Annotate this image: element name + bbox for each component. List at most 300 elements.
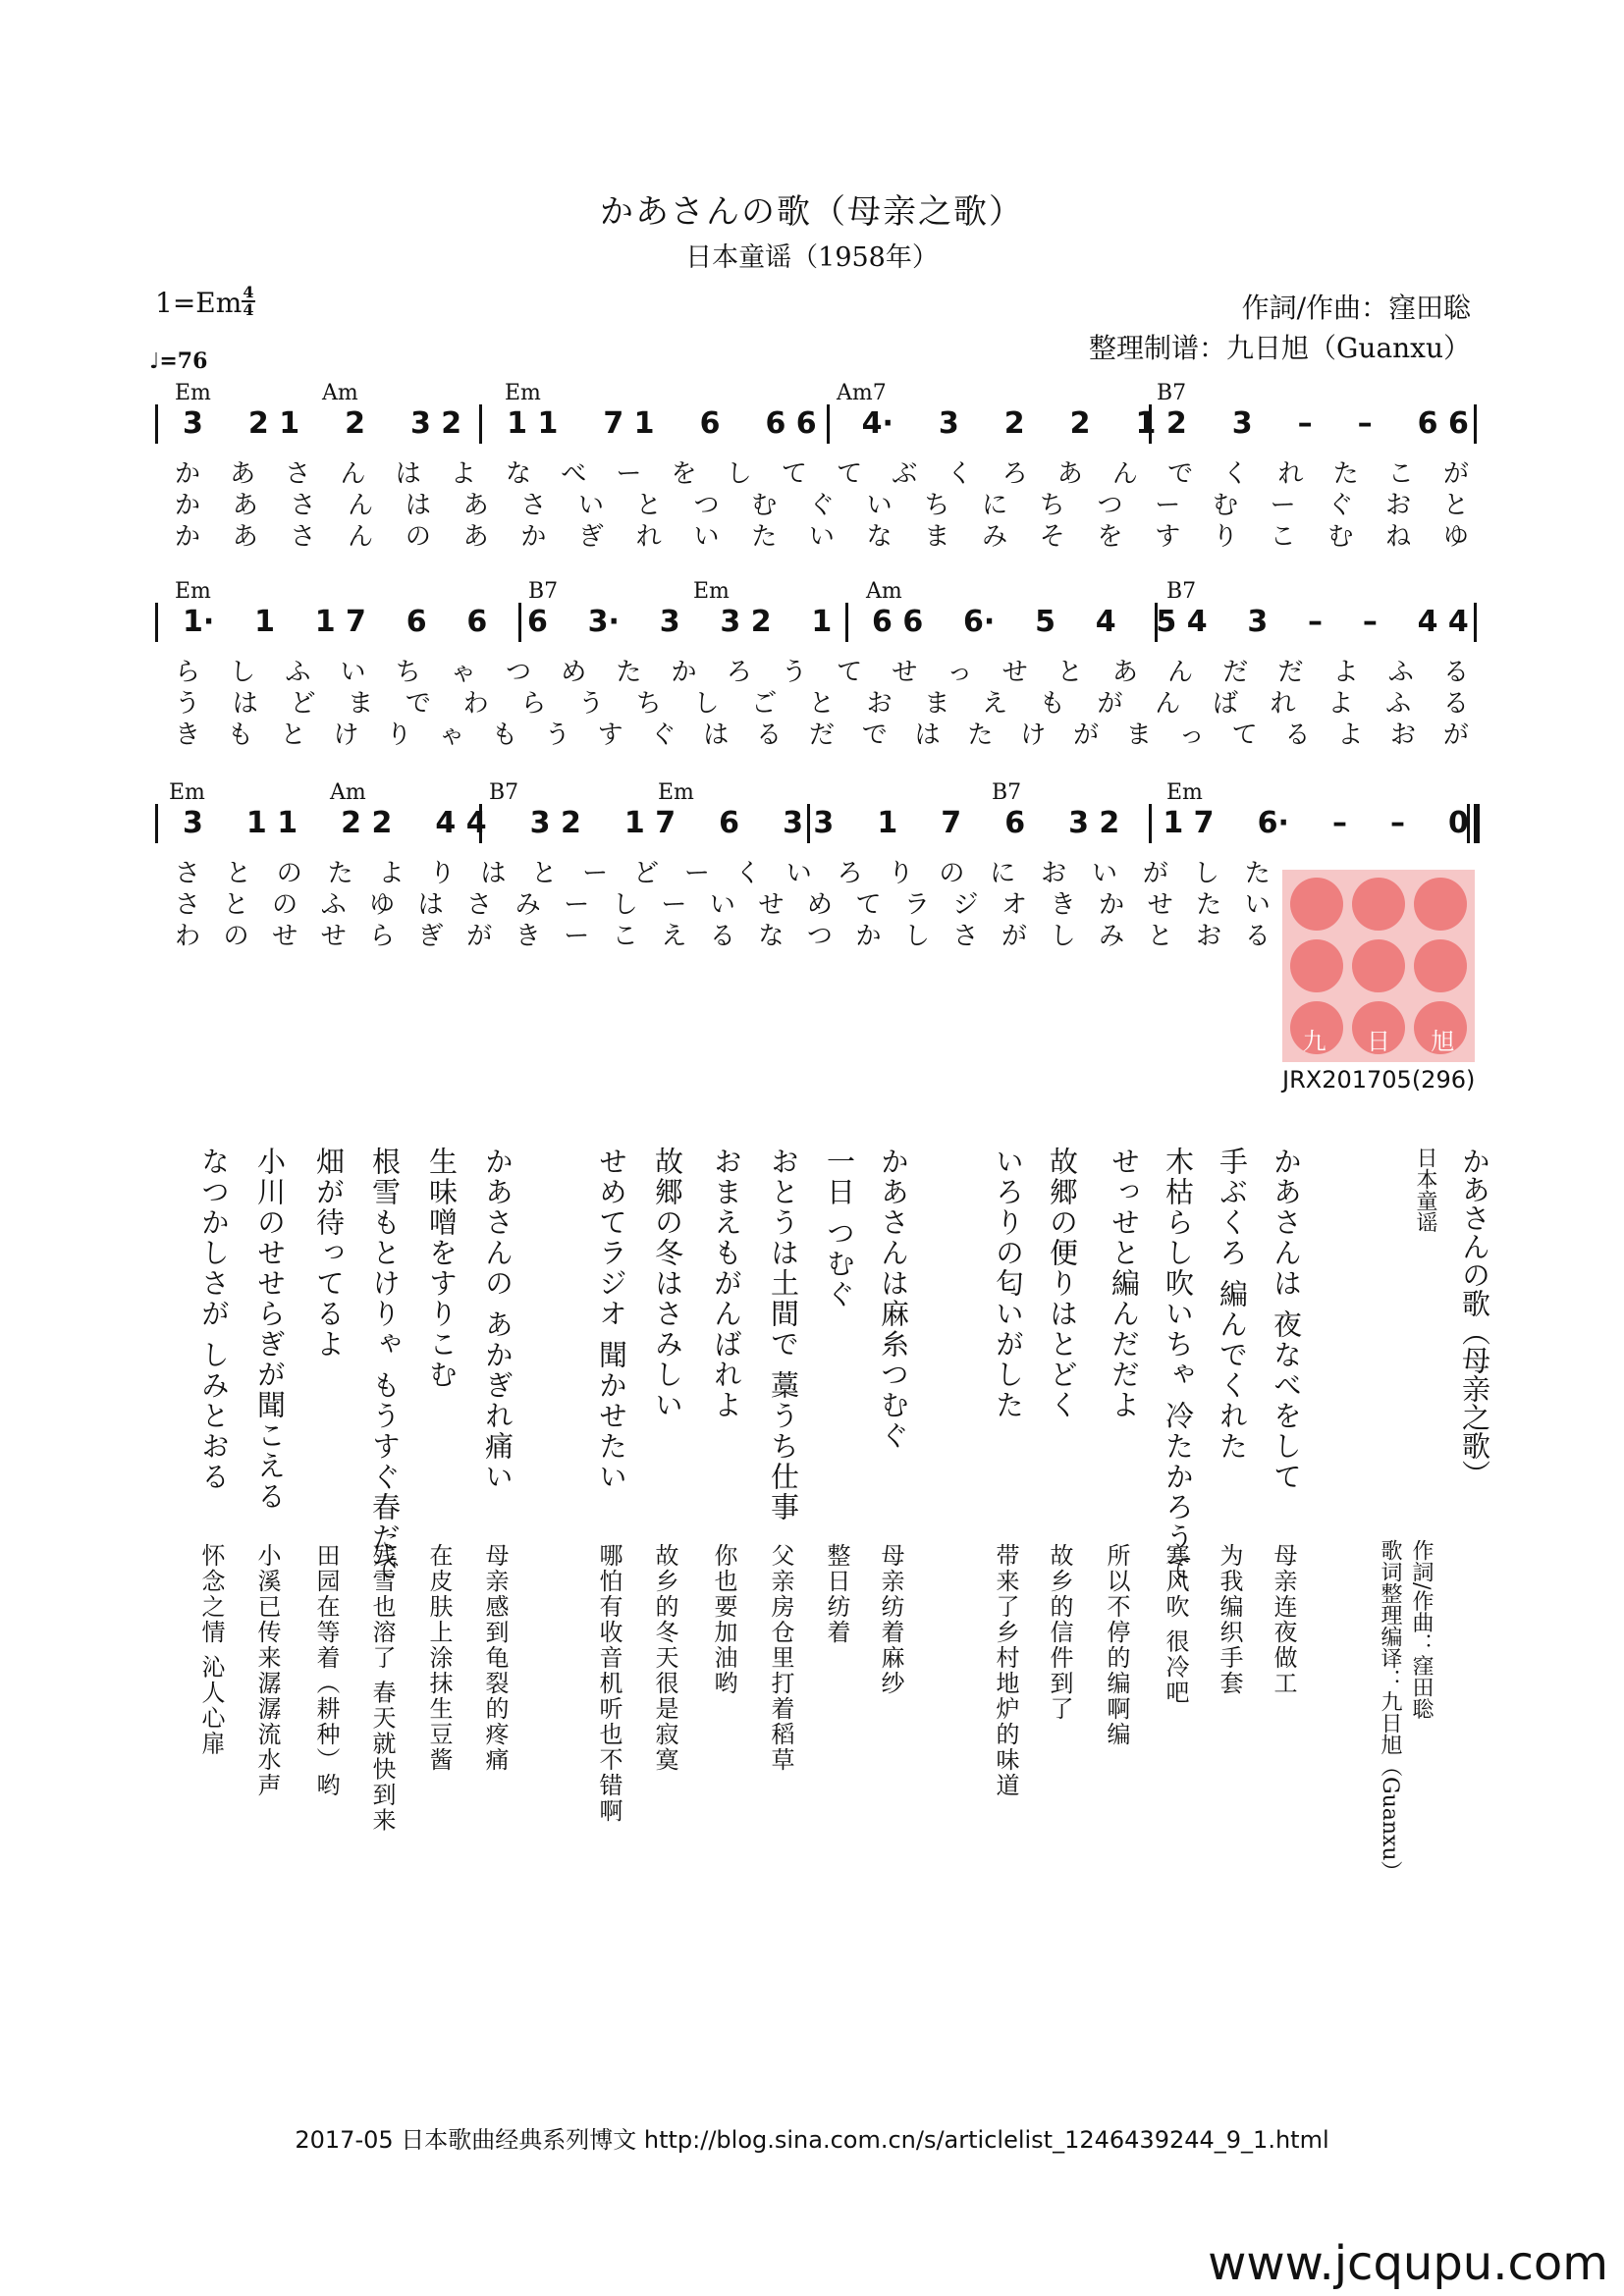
lyric-syllable: い: [808, 522, 835, 552]
lyric-syllable: ふ: [285, 658, 311, 687]
note: 4 4: [1417, 605, 1469, 639]
lyric-syllable: ぐ: [1327, 491, 1354, 520]
lyric-syllable: し: [230, 658, 256, 687]
lyric-syllable: あ: [1056, 459, 1083, 489]
lyric-syllable: れ: [635, 522, 662, 552]
lyric-syllable: る: [1284, 721, 1311, 750]
lyric-syllable: れ: [1277, 459, 1304, 489]
lyric-syllable: ふ: [1385, 689, 1412, 719]
lyric-syllable: ー: [582, 859, 609, 888]
lyric-syllable: い: [1244, 890, 1271, 920]
lyric-syllable: な: [866, 522, 893, 552]
note: 4·: [861, 406, 893, 441]
note: 2 1: [247, 406, 300, 441]
footer-blog-link: 2017-05 日本歌曲经典系列博文 http://blog.sina.com.cn/s/articlelist_1246439244_9_1.html: [295, 2126, 1329, 2154]
lyric-syllable: が: [466, 922, 493, 951]
lyric-syllable: ま: [1125, 721, 1152, 750]
lyric-ja: せめてラジオ 聞かせたい: [595, 1147, 628, 1493]
lyric-syllable: り: [429, 859, 456, 888]
chord: B7: [992, 780, 1022, 805]
lyric-syllable: ー: [616, 459, 642, 489]
lyric-syllable: を: [1097, 522, 1123, 552]
lyric-syllable: で: [405, 689, 431, 719]
lyric-syllable: ね: [1385, 522, 1412, 552]
lyric-syllable: り: [386, 721, 412, 750]
lyric-syllable: え: [661, 922, 687, 951]
lyric-syllable: と: [280, 721, 306, 750]
lyric-syllable: む: [1327, 522, 1354, 552]
lyric-syllable: ー: [564, 922, 590, 951]
lyric-syllable: と: [225, 859, 251, 888]
note: 6 6: [872, 605, 924, 639]
lyric-syllable: ん: [340, 459, 366, 489]
lyric-syllable: わ: [175, 922, 201, 951]
note: –: [1331, 806, 1347, 840]
lyric-syllable: た: [1332, 459, 1359, 489]
lyric-syllable: に: [982, 491, 1008, 520]
chord: Em: [658, 780, 694, 805]
lyric-syllable: が: [1073, 721, 1100, 750]
lyric-syllable: る: [1442, 658, 1469, 687]
arranger-credit: 整理制谱：九日旭（Guanxu）: [1089, 332, 1471, 364]
chord: B7: [1157, 381, 1187, 405]
lyric-syllable: ー: [564, 890, 590, 920]
lyric-syllable: だ: [1277, 658, 1304, 687]
lyric-syllable: る: [1442, 689, 1469, 719]
chord: Em: [1166, 780, 1203, 805]
lyric-syllable: ろ: [837, 859, 863, 888]
lyric-syllable: ば: [1212, 689, 1238, 719]
lyric-syllable: た: [616, 658, 642, 687]
lyric-syllable: め: [806, 890, 833, 920]
note: –: [1297, 406, 1313, 441]
lyric-syllable: し: [726, 459, 752, 489]
stamp-char: 旭: [1431, 1028, 1455, 1055]
lyric-syllable: さ: [290, 491, 316, 520]
note: –: [1357, 406, 1373, 441]
lyric-syllable: っ: [1178, 721, 1205, 750]
tempo-marking: ♩=76: [149, 348, 208, 374]
lyric-syllable: は: [232, 689, 258, 719]
note: 4: [1095, 605, 1116, 639]
lyric-ja: 畑が待ってるよ: [312, 1147, 346, 1360]
lyric-ja: かあさんの あかぎれ痛い: [481, 1147, 514, 1493]
lyric-syllable: さ: [952, 922, 979, 951]
note: 3: [1247, 605, 1269, 639]
note: 3 2: [1068, 806, 1120, 840]
lyric-syllable: も: [227, 721, 253, 750]
lyric-syllable: せ: [272, 922, 298, 951]
lyric-cn: 母亲感到龟裂的疼痛: [481, 1543, 509, 1773]
lyric-syllable: ん: [348, 491, 374, 520]
lyric-syllable: い: [340, 658, 366, 687]
lyric-syllable: お: [1196, 922, 1222, 951]
lyric-syllable: し: [612, 890, 638, 920]
note: –: [1308, 605, 1324, 639]
note: 6·: [963, 605, 996, 639]
note: 6: [466, 605, 488, 639]
lyric-syllable: で: [1167, 459, 1194, 489]
note: 1 7: [314, 605, 366, 639]
lyric-syllable: つ: [1097, 491, 1123, 520]
lyric-ja: 一日 つむぐ: [823, 1147, 856, 1310]
lyric-syllable: ち: [635, 689, 662, 719]
lyric-syllable: が: [1142, 859, 1168, 888]
lyric-syllable: に: [990, 859, 1016, 888]
lyric-syllable: と: [531, 859, 558, 888]
score-system-2: [155, 579, 1477, 750]
lyric-syllable: る: [1244, 922, 1271, 951]
lyric-ja: おとうは土間で 藁うち仕事: [767, 1147, 800, 1523]
note: 6: [527, 605, 548, 639]
lyric-syllable: く: [1222, 459, 1249, 489]
lyric-syllable: が: [1442, 459, 1469, 489]
lyric-syllable: か: [1099, 890, 1125, 920]
note: 3 2: [720, 605, 772, 639]
lyric-cn: 母亲纺着麻纱: [877, 1543, 904, 1696]
lyric-syllable: オ: [1001, 890, 1028, 920]
lyric-syllable: が: [1097, 689, 1123, 719]
chord: Am: [322, 381, 358, 405]
lyric-syllable: ん: [348, 522, 374, 552]
lyric-cn: 整日纺着: [823, 1543, 850, 1645]
lyric-syllable: が: [1442, 721, 1469, 750]
lyric-cn: 所以不停的编啊编: [1103, 1543, 1130, 1747]
lyric-cn: 小溪已传来潺潺流水声: [253, 1543, 281, 1798]
lyric-cn: 父亲房仓里打着稻草: [767, 1543, 794, 1773]
note: 1 1: [507, 406, 559, 441]
lyric-syllable: さ: [175, 890, 201, 920]
lyric-syllable: く: [947, 459, 973, 489]
note: 3: [938, 406, 959, 441]
lyric-syllable: ろ: [726, 658, 752, 687]
note: 3: [1231, 406, 1253, 441]
lyric-syllable: か: [520, 522, 547, 552]
lyric-syllable: ち: [395, 658, 421, 687]
lyric-syllable: ら: [175, 658, 201, 687]
lyric-syllable: の: [276, 859, 302, 888]
lyric-ja: 故郷の便りはとどく: [1046, 1147, 1079, 1420]
lyric-cn: 故乡的信件到了: [1046, 1543, 1073, 1722]
lyric-syllable: ち: [924, 491, 950, 520]
note: 1 7: [623, 806, 677, 840]
lyric-ja: 根雪もとけりゃ もうすぐ春だで: [368, 1147, 402, 1584]
lyric-syllable: せ: [1001, 658, 1028, 687]
note: 1 7: [1163, 806, 1215, 840]
note: 3: [183, 406, 203, 441]
catalog-number: JRX201705(296): [1282, 1066, 1476, 1094]
notes-row: [183, 406, 1469, 441]
lyric-syllable: て: [1231, 721, 1258, 750]
site-watermark: www.jcqupu.com: [1208, 2236, 1608, 2291]
lyric-syllable: せ: [758, 890, 785, 920]
lyric-syllable: む: [751, 491, 778, 520]
lyric-line: [175, 516, 1469, 553]
lyric-line: [175, 916, 1271, 952]
lyric-syllable: り: [1212, 522, 1238, 552]
lyric-syllable: わ: [462, 689, 489, 719]
lyric-syllable: ゃ: [439, 721, 465, 750]
lyric-syllable: つ: [806, 922, 833, 951]
lyric-syllable: ラ: [903, 890, 930, 920]
lyric-syllable: み: [982, 522, 1008, 552]
note: 3: [659, 605, 680, 639]
lyric-syllable: て: [855, 890, 882, 920]
lyric-syllable: ご: [751, 689, 778, 719]
note: 3 2: [409, 406, 462, 441]
lyric-syllable: を: [671, 459, 697, 489]
lyric-syllable: ま: [348, 689, 374, 719]
note: 2 2: [341, 806, 393, 840]
lyric-cn: 带来了乡村地炉的味道: [992, 1543, 1019, 1798]
note: 6·: [1257, 806, 1289, 840]
lyric-syllable: せ: [892, 658, 918, 687]
lyric-syllable: む: [1212, 491, 1238, 520]
lyric-syllable: ー: [1155, 491, 1181, 520]
lyric-syllable: た: [1244, 859, 1271, 888]
lyric-syllable: べ: [561, 459, 587, 489]
lyric-syllable: あ: [232, 491, 258, 520]
chord: Em: [693, 579, 730, 604]
lyric-syllable: け: [1020, 721, 1047, 750]
song-subtitle: 日本童谣（1958年）: [685, 242, 939, 273]
lyric-syllable: は: [405, 491, 431, 520]
lyric-syllable: せ: [1147, 890, 1173, 920]
lyric-syllable: ま: [924, 522, 950, 552]
lyric-syllable: よ: [1337, 721, 1364, 750]
lyric-ja: いろりの匂いがした: [992, 1147, 1025, 1420]
lyric-syllable: ん: [1111, 459, 1138, 489]
lyric-syllable: ぎ: [578, 522, 605, 552]
lyric-cn: 你也要加油哟: [710, 1543, 737, 1696]
lyric-syllable: さ: [175, 859, 201, 888]
lyric-syllable: え: [982, 689, 1008, 719]
lyric-cn: 怀念之情 沁人心扉: [197, 1543, 225, 1757]
lyric-syllable: ぶ: [892, 459, 918, 489]
vertical-credit-2: 歌词整理编译：九日旭（Guanxu）: [1378, 1539, 1402, 1883]
lyric-syllable: よ: [450, 459, 476, 489]
lyric-syllable: す: [1155, 522, 1181, 552]
stamp-char: 九: [1302, 1028, 1326, 1055]
lyric-syllable: ゆ: [369, 890, 396, 920]
vertical-title: かあさんの歌（母亲之歌）: [1458, 1147, 1491, 1488]
note: 6: [719, 806, 740, 840]
lyric-syllable: さ: [520, 491, 547, 520]
note: 1: [877, 806, 898, 840]
lyric-syllable: め: [561, 658, 587, 687]
lyric-syllable: と: [808, 689, 835, 719]
note: –: [1362, 605, 1378, 639]
lyric-syllable: い: [785, 859, 812, 888]
lyric-syllable: け: [333, 721, 359, 750]
lyric-syllable: ど: [290, 689, 316, 719]
lyric-syllable: あ: [1111, 658, 1138, 687]
lyric-syllable: あ: [462, 522, 489, 552]
note: 0: [1448, 806, 1469, 840]
lyric-syllable: な: [506, 459, 532, 489]
lyric-ja: 手ぶくろ 編んでくれた: [1216, 1147, 1249, 1463]
lyric-syllable: い: [578, 491, 605, 520]
note: 7: [941, 806, 962, 840]
lyric-syllable: あ: [230, 459, 256, 489]
lyric-syllable: お: [866, 689, 893, 719]
lyric-syllable: し: [1050, 922, 1076, 951]
lyric-syllable: が: [1001, 922, 1028, 951]
note: 2: [1003, 406, 1025, 441]
lyric-syllable: ゆ: [1442, 522, 1469, 552]
lyric-syllable: い: [866, 491, 893, 520]
chord: Em: [175, 381, 211, 405]
lyric-syllable: の: [939, 859, 965, 888]
lyric-syllable: き: [514, 922, 541, 951]
lyric-syllable: と: [223, 890, 249, 920]
lyric-syllable: ま: [924, 689, 950, 719]
lyric-ja: 生味噌をすりこむ: [425, 1147, 459, 1390]
note: 3·: [587, 605, 620, 639]
time-signature: [242, 285, 255, 318]
lyric-syllable: い: [693, 522, 720, 552]
lyric-syllable: ふ: [1387, 658, 1414, 687]
lyric-syllable: の: [223, 922, 249, 951]
lyric-syllable: ろ: [1001, 459, 1028, 489]
note: 3 2: [529, 806, 581, 840]
lyric-ja: 木枯らし吹いちゃ 冷たかろうて: [1162, 1147, 1195, 1584]
lyric-syllable: な: [758, 922, 785, 951]
lyric-syllable: て: [837, 459, 863, 489]
lyric-syllable: は: [395, 459, 421, 489]
lyric-syllable: だ: [808, 721, 835, 750]
lyric-syllable: す: [597, 721, 623, 750]
key-signature: 1=Em: [155, 287, 243, 319]
lyric-syllable: か: [175, 459, 201, 489]
lyric-syllable: は: [914, 721, 941, 750]
lyric-cn: 为我编织手套: [1216, 1543, 1243, 1696]
note: 5 4: [1156, 605, 1208, 639]
note: 1 1: [245, 806, 298, 840]
time-sig-bottom: 4: [243, 300, 254, 319]
lyric-syllable: は: [480, 859, 507, 888]
lyric-syllable: も: [491, 721, 517, 750]
chord: B7: [489, 780, 519, 805]
lyric-syllable: は: [703, 721, 730, 750]
lyric-syllable: よ: [1332, 658, 1359, 687]
lyric-syllable: あ: [462, 491, 489, 520]
lyric-syllable: か: [855, 922, 882, 951]
note: 3: [183, 806, 203, 840]
lyric-syllable: か: [175, 491, 201, 520]
lyric-syllable: く: [734, 859, 761, 888]
lyric-syllable: お: [1390, 721, 1417, 750]
lyric-syllable: ん: [1167, 658, 1194, 687]
composer-credit: 作詞/作曲：窪田聡: [1241, 292, 1471, 324]
lyric-cn: 在皮肤上涂抹生豆酱: [425, 1543, 453, 1773]
lyric-syllable: こ: [1387, 459, 1414, 489]
lyric-syllable: て: [781, 459, 807, 489]
lyric-syllable: ん: [1155, 689, 1181, 719]
lyric-ja: かあさんは麻糸つむぐ: [877, 1147, 910, 1451]
score-system-3: [155, 780, 1477, 951]
lyric-syllable: ら: [369, 922, 396, 951]
lyric-ja: かあさんは 夜なべをして: [1270, 1147, 1303, 1493]
lyric-syllable: て: [837, 658, 863, 687]
notes-row: [183, 605, 1469, 639]
lyric-syllable: ジ: [952, 890, 979, 920]
lyric-syllable: ー: [1270, 491, 1296, 520]
chord: Em: [505, 381, 541, 405]
note: 2: [1069, 406, 1091, 441]
lyric-syllable: と: [1147, 922, 1173, 951]
lyric-syllable: た: [327, 859, 353, 888]
lyric-syllable: い: [1092, 859, 1118, 888]
notes-row: [183, 806, 1469, 840]
note: 6: [699, 406, 721, 441]
lyric-syllable: と: [635, 491, 662, 520]
note: 1 2: [1135, 406, 1187, 441]
lyric-syllable: の: [405, 522, 431, 552]
lyric-syllable: し: [693, 689, 720, 719]
chord: Am7: [837, 381, 887, 405]
note: 3 3: [783, 806, 835, 840]
lyric-syllable: せ: [320, 922, 347, 951]
lyric-syllable: つ: [506, 658, 532, 687]
vertical-credit-1: 作詞/作曲：窪田聡: [1409, 1539, 1434, 1720]
score-system-1: [155, 381, 1477, 552]
lyric-syllable: そ: [1039, 522, 1065, 552]
lyric-syllable: の: [272, 890, 298, 920]
lyric-syllable: ー: [683, 859, 710, 888]
lyric-syllable: う: [175, 689, 201, 719]
lyric-ja: せっせと編んだだよ: [1108, 1147, 1141, 1420]
lyric-syllable: い: [709, 890, 735, 920]
lyric-syllable: う: [781, 658, 807, 687]
note: 7 1: [603, 406, 655, 441]
lyric-syllable: こ: [1270, 522, 1296, 552]
vertical-origin: 日本童谣: [1413, 1147, 1437, 1233]
lyric-syllable: ふ: [320, 890, 347, 920]
lyric-syllable: と: [1056, 658, 1083, 687]
note: 1·: [183, 605, 215, 639]
lyric-syllable: み: [1099, 922, 1125, 951]
note: 6: [1004, 806, 1026, 840]
time-sig-top: 4: [243, 283, 254, 301]
lyric-syllable: き: [1050, 890, 1076, 920]
lyric-cn: 残雪也溶了 春天就快到来: [368, 1543, 396, 1834]
lyric-syllable: お: [1041, 859, 1067, 888]
lyric-line: [175, 715, 1469, 751]
lyric-syllable: た: [751, 522, 778, 552]
chord: B7: [528, 579, 559, 604]
stamp-logo: [1282, 870, 1475, 1062]
lyric-syllable: ー: [661, 890, 687, 920]
note: 6 6: [1417, 406, 1469, 441]
lyric-syllable: で: [861, 721, 888, 750]
song-title: かあさんの歌（母亲之歌）: [600, 192, 1024, 232]
note: –: [1389, 806, 1405, 840]
lyric-syllable: る: [756, 721, 783, 750]
lyric-syllable: さ: [290, 522, 316, 552]
lyric-syllable: と: [1442, 491, 1469, 520]
lyric-syllable: れ: [1270, 689, 1296, 719]
chord: Am: [866, 579, 902, 604]
chord: Em: [169, 780, 205, 805]
lyric-ja: おまえもがんばれよ: [710, 1147, 743, 1420]
lyric-syllable: こ: [612, 922, 638, 951]
note: 1: [254, 605, 275, 639]
lyric-syllable: ち: [1039, 491, 1065, 520]
lyric-syllable: も: [1039, 689, 1065, 719]
lyric-syllable: か: [175, 522, 201, 552]
lyric-syllable: さ: [466, 890, 493, 920]
